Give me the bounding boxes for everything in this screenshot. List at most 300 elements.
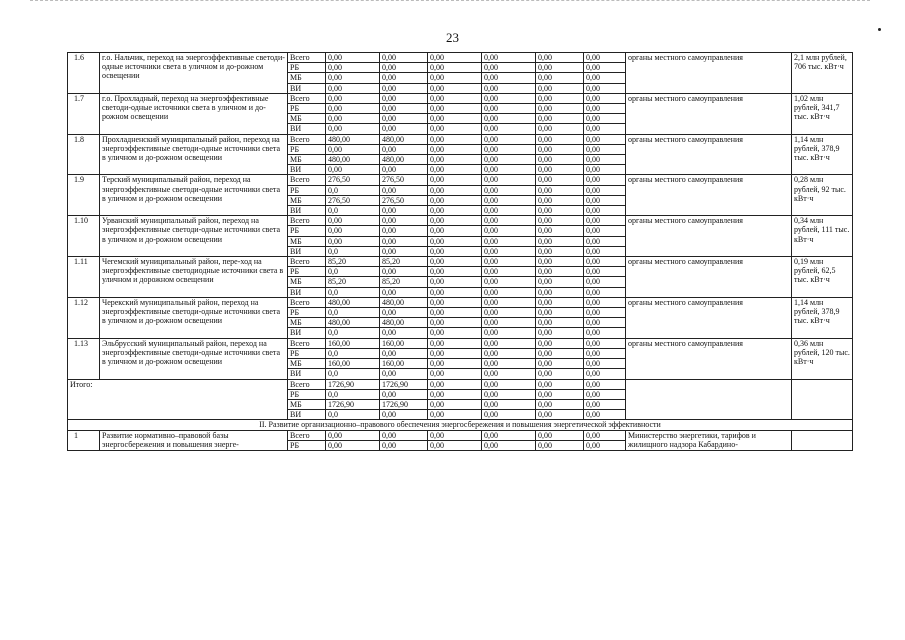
amount-cell: 0,00: [326, 63, 380, 73]
amount-cell: 0,00: [380, 287, 428, 297]
amount-cell: 0,00: [536, 53, 584, 63]
amount-cell: 0,00: [380, 93, 428, 103]
amount-cell: 0,00: [536, 399, 584, 409]
amount-cell: 0,00: [536, 134, 584, 144]
amount-cell: 480,00: [326, 134, 380, 144]
amount-cell: 0,00: [380, 430, 428, 440]
amount-cell: 0,00: [584, 297, 626, 307]
amount-cell: 0,00: [482, 287, 536, 297]
funding-source: Всего: [288, 379, 326, 389]
funding-source: МБ: [288, 399, 326, 409]
funding-source: Всего: [288, 338, 326, 348]
executor: органы местного самоуправления: [626, 297, 792, 338]
funding-source: ВИ: [288, 328, 326, 338]
amount-cell: 1726,90: [380, 379, 428, 389]
amount-cell: 0,00: [428, 318, 482, 328]
amount-cell: 0,00: [536, 297, 584, 307]
amount-cell: 0,00: [536, 369, 584, 379]
amount-cell: 0,00: [380, 410, 428, 420]
amount-cell: 0,00: [584, 359, 626, 369]
scan-artifact: [30, 0, 870, 4]
table-row: [68, 134, 853, 144]
amount-cell: 160,00: [326, 338, 380, 348]
amount-cell: 0,00: [326, 124, 380, 134]
amount-cell: 0,00: [326, 83, 380, 93]
amount-cell: 0,00: [584, 53, 626, 63]
amount-cell: 0,00: [482, 297, 536, 307]
row-number: 1.8: [68, 134, 100, 175]
amount-cell: 0,00: [536, 144, 584, 154]
executor: органы местного самоуправления: [626, 257, 792, 298]
amount-cell: 0,0: [326, 246, 380, 256]
amount-cell: 0,0: [326, 389, 380, 399]
amount-cell: 0,00: [428, 348, 482, 358]
funding-source: Всего: [288, 430, 326, 440]
amount-cell: 0,00: [536, 216, 584, 226]
amount-cell: 0,00: [428, 155, 482, 165]
amount-cell: 85,20: [326, 277, 380, 287]
amount-cell: 0,00: [380, 226, 428, 236]
amount-cell: 0,0: [326, 267, 380, 277]
amount-cell: 0,00: [326, 73, 380, 83]
amount-cell: 0,00: [536, 328, 584, 338]
total-label: Итого:: [68, 379, 288, 420]
amount-cell: 0,00: [584, 185, 626, 195]
amount-cell: 0,00: [584, 236, 626, 246]
amount-cell: 0,0: [326, 348, 380, 358]
measure-name: г.о. Прохладный, переход на энергоэффективные светоди-одные источники света в уличном и до-рожном освещении: [100, 93, 288, 134]
amount-cell: 0,00: [536, 348, 584, 358]
amount-cell: 0,00: [326, 216, 380, 226]
amount-cell: 0,00: [482, 359, 536, 369]
funding-source: ВИ: [288, 246, 326, 256]
amount-cell: 0,00: [428, 93, 482, 103]
amount-cell: 0,00: [584, 195, 626, 205]
amount-cell: 0,00: [584, 63, 626, 73]
expected-result: 0,36 млн рублей, 120 тыс. кВт·ч: [792, 338, 853, 379]
amount-cell: 0,00: [482, 389, 536, 399]
amount-cell: 0,00: [482, 104, 536, 114]
amount-cell: 0,00: [482, 410, 536, 420]
page-number: 23: [446, 30, 459, 45]
executor: [626, 379, 792, 420]
amount-cell: 0,00: [326, 226, 380, 236]
amount-cell: 0,00: [482, 185, 536, 195]
amount-cell: 0,00: [584, 267, 626, 277]
row-number: 1.11: [68, 257, 100, 298]
funding-source: Всего: [288, 134, 326, 144]
amount-cell: 0,0: [326, 287, 380, 297]
funding-source: ВИ: [288, 369, 326, 379]
amount-cell: 0,00: [428, 165, 482, 175]
funding-source: МБ: [288, 155, 326, 165]
amount-cell: 0,00: [482, 348, 536, 358]
amount-cell: 0,00: [584, 287, 626, 297]
amount-cell: 0,00: [428, 297, 482, 307]
amount-cell: 0,00: [584, 379, 626, 389]
amount-cell: 160,00: [326, 359, 380, 369]
amount-cell: 0,00: [428, 83, 482, 93]
amount-cell: 0,00: [536, 430, 584, 440]
amount-cell: 0,00: [584, 338, 626, 348]
expected-result: 0,28 млн рублей, 92 тыс. кВт·ч: [792, 175, 853, 216]
amount-cell: 0,00: [584, 206, 626, 216]
amount-cell: 0,00: [380, 144, 428, 154]
amount-cell: 0,0: [326, 328, 380, 338]
row-number: 1.10: [68, 216, 100, 257]
amount-cell: 0,00: [482, 246, 536, 256]
amount-cell: 0,0: [326, 410, 380, 420]
amount-cell: 0,00: [482, 267, 536, 277]
amount-cell: 85,20: [380, 257, 428, 267]
amount-cell: 0,00: [536, 389, 584, 399]
amount-cell: 0,00: [584, 73, 626, 83]
amount-cell: 0,00: [536, 114, 584, 124]
amount-cell: 0,00: [482, 155, 536, 165]
amount-cell: 0,00: [584, 124, 626, 134]
amount-cell: 276,50: [380, 195, 428, 205]
expected-result: [792, 379, 853, 420]
table-row: [68, 93, 853, 103]
amount-cell: 0,00: [536, 73, 584, 83]
amount-cell: 0,00: [428, 287, 482, 297]
amount-cell: 0,00: [584, 348, 626, 358]
amount-cell: 0,00: [584, 308, 626, 318]
funding-source: МБ: [288, 359, 326, 369]
section-title: II. Развитие организационно–правового обеспечения энергосбережения и повышения энергетической эффективности: [68, 420, 853, 430]
executor: органы местного самоуправления: [626, 134, 792, 175]
amount-cell: 0,00: [536, 155, 584, 165]
amount-cell: 0,00: [536, 379, 584, 389]
measure-name: г.о. Нальчик, переход на энергоэффективные светоди-одные источники света в уличном и до-рожном освещении: [100, 53, 288, 94]
amount-cell: 0,00: [482, 195, 536, 205]
table-row: [68, 216, 853, 226]
amount-cell: 0,00: [380, 246, 428, 256]
amount-cell: 0,00: [482, 93, 536, 103]
amount-cell: 0,00: [326, 440, 380, 450]
amount-cell: 0,00: [584, 440, 626, 450]
amount-cell: 0,00: [482, 277, 536, 287]
amount-cell: 0,00: [536, 63, 584, 73]
amount-cell: 0,0: [326, 185, 380, 195]
amount-cell: 480,00: [380, 297, 428, 307]
amount-cell: 0,00: [428, 226, 482, 236]
amount-cell: 0,00: [536, 165, 584, 175]
funding-source: МБ: [288, 73, 326, 83]
funding-source: РБ: [288, 440, 326, 450]
amount-cell: 0,00: [536, 246, 584, 256]
funding-source: Всего: [288, 53, 326, 63]
amount-cell: 0,00: [428, 328, 482, 338]
amount-cell: 0,00: [326, 165, 380, 175]
table-row: [68, 53, 853, 63]
funding-source: МБ: [288, 318, 326, 328]
expected-result: 1,14 млн рублей, 378,9 тыс. кВт·ч: [792, 134, 853, 175]
funding-source: РБ: [288, 63, 326, 73]
amount-cell: 0,00: [584, 83, 626, 93]
row-number: 1.7: [68, 93, 100, 134]
amount-cell: 0,00: [428, 63, 482, 73]
funding-source: ВИ: [288, 410, 326, 420]
program-table: [67, 52, 853, 451]
amount-cell: 0,00: [380, 216, 428, 226]
amount-cell: 0,00: [584, 399, 626, 409]
amount-cell: 0,00: [380, 53, 428, 63]
amount-cell: 480,00: [326, 318, 380, 328]
table-row: [68, 430, 853, 440]
amount-cell: 85,20: [326, 257, 380, 267]
amount-cell: 0,00: [482, 369, 536, 379]
executor: органы местного самоуправления: [626, 216, 792, 257]
amount-cell: 0,0: [326, 206, 380, 216]
amount-cell: 0,00: [380, 369, 428, 379]
expected-result: [792, 430, 853, 450]
expected-result: 0,34 млн рублей, 111 тыс. кВт·ч: [792, 216, 853, 257]
funding-source: РБ: [288, 185, 326, 195]
measure-name: Чегемский муниципальный район, пере-ход на энергоэффективные светодиодные источники света в уличном и дорожном освещении: [100, 257, 288, 298]
amount-cell: 0,00: [428, 440, 482, 450]
amount-cell: 0,00: [380, 206, 428, 216]
amount-cell: 0,00: [428, 246, 482, 256]
amount-cell: 0,00: [584, 216, 626, 226]
funding-source: РБ: [288, 226, 326, 236]
amount-cell: 0,00: [380, 83, 428, 93]
expected-result: 2,1 млн рублей, 706 тыс. кВт·ч: [792, 53, 853, 94]
measure-name: Терский муниципальный район, переход на энергоэффективные светоди-одные источники света в уличном и до-рожном освещении: [100, 175, 288, 216]
amount-cell: 0,00: [482, 165, 536, 175]
amount-cell: 0,00: [428, 430, 482, 440]
table-row: [68, 379, 853, 389]
amount-cell: 0,00: [326, 430, 380, 440]
measure-name: Эльбрусский муниципальный район, переход на энергоэффективные светоди-одные источники света в уличном и до-рожном освещении: [100, 338, 288, 379]
amount-cell: 0,00: [428, 236, 482, 246]
amount-cell: 0,00: [482, 236, 536, 246]
funding-source: ВИ: [288, 206, 326, 216]
amount-cell: 0,00: [536, 93, 584, 103]
amount-cell: 0,00: [380, 308, 428, 318]
funding-source: Всего: [288, 93, 326, 103]
amount-cell: 0,00: [482, 175, 536, 185]
amount-cell: 276,50: [380, 175, 428, 185]
amount-cell: 0,00: [380, 328, 428, 338]
amount-cell: 0,00: [584, 165, 626, 175]
amount-cell: 0,00: [428, 73, 482, 83]
amount-cell: 0,00: [536, 440, 584, 450]
executor: органы местного самоуправления: [626, 338, 792, 379]
amount-cell: 0,00: [482, 257, 536, 267]
amount-cell: 0,00: [380, 185, 428, 195]
executor: органы местного самоуправления: [626, 93, 792, 134]
amount-cell: 0,00: [536, 359, 584, 369]
funding-source: МБ: [288, 114, 326, 124]
amount-cell: 1726,90: [380, 399, 428, 409]
amount-cell: 0,00: [428, 216, 482, 226]
amount-cell: 0,00: [584, 134, 626, 144]
amount-cell: 0,00: [428, 379, 482, 389]
amount-cell: 0,00: [536, 277, 584, 287]
amount-cell: 0,00: [380, 114, 428, 124]
funding-source: Всего: [288, 216, 326, 226]
amount-cell: 0,00: [584, 246, 626, 256]
amount-cell: 0,0: [326, 369, 380, 379]
amount-cell: 0,00: [326, 53, 380, 63]
amount-cell: 0,00: [536, 308, 584, 318]
table-row: [68, 338, 853, 348]
amount-cell: 0,00: [584, 318, 626, 328]
amount-cell: 0,00: [380, 104, 428, 114]
amount-cell: 0,00: [428, 206, 482, 216]
amount-cell: 0,00: [428, 389, 482, 399]
amount-cell: 0,00: [428, 369, 482, 379]
amount-cell: 0,00: [380, 73, 428, 83]
amount-cell: 0,00: [428, 277, 482, 287]
amount-cell: 0,00: [584, 328, 626, 338]
amount-cell: 0,00: [584, 277, 626, 287]
measure-name: Прохладненский муниципальный район, переход на энергоэффективные светоди-одные источники света в уличном и до-рожном освещении: [100, 134, 288, 175]
amount-cell: 0,00: [326, 144, 380, 154]
amount-cell: 160,00: [380, 359, 428, 369]
amount-cell: 0,00: [536, 206, 584, 216]
amount-cell: 0,00: [428, 308, 482, 318]
amount-cell: 0,00: [584, 144, 626, 154]
section-row: [68, 420, 853, 430]
amount-cell: 0,00: [584, 175, 626, 185]
amount-cell: 0,00: [584, 369, 626, 379]
amount-cell: 0,00: [536, 104, 584, 114]
amount-cell: 480,00: [326, 297, 380, 307]
amount-cell: 0,00: [326, 114, 380, 124]
funding-source: МБ: [288, 277, 326, 287]
row-number: 1.12: [68, 297, 100, 338]
measure-name: Урванский муниципальный район, переход на энергоэффективные светоди-одные источники света в уличном и до-рожном освещении: [100, 216, 288, 257]
amount-cell: 0,00: [584, 104, 626, 114]
amount-cell: 0,00: [536, 267, 584, 277]
amount-cell: 0,00: [482, 430, 536, 440]
expected-result: 0,19 млн рублей, 62,5 тыс. кВт·ч: [792, 257, 853, 298]
amount-cell: 0,00: [380, 236, 428, 246]
table-row: [68, 175, 853, 185]
funding-source: РБ: [288, 308, 326, 318]
amount-cell: 1726,90: [326, 379, 380, 389]
amount-cell: 0,00: [482, 308, 536, 318]
funding-source: Всего: [288, 297, 326, 307]
amount-cell: 0,00: [482, 318, 536, 328]
amount-cell: 276,50: [326, 195, 380, 205]
amount-cell: 0,00: [380, 63, 428, 73]
amount-cell: 0,00: [428, 175, 482, 185]
executor: органы местного самоуправления: [626, 53, 792, 94]
amount-cell: 0,00: [482, 338, 536, 348]
amount-cell: 85,20: [380, 277, 428, 287]
amount-cell: 0,00: [428, 257, 482, 267]
funding-source: РБ: [288, 267, 326, 277]
amount-cell: 1726,90: [326, 399, 380, 409]
amount-cell: 0,00: [482, 328, 536, 338]
amount-cell: 480,00: [380, 318, 428, 328]
amount-cell: 0,00: [584, 430, 626, 440]
amount-cell: 0,00: [536, 226, 584, 236]
amount-cell: 0,00: [482, 53, 536, 63]
amount-cell: 0,00: [536, 338, 584, 348]
row-number: 1.9: [68, 175, 100, 216]
amount-cell: 0,00: [326, 236, 380, 246]
amount-cell: 0,00: [428, 410, 482, 420]
amount-cell: 0,00: [584, 410, 626, 420]
amount-cell: 0,00: [482, 114, 536, 124]
amount-cell: 0,00: [380, 165, 428, 175]
amount-cell: 480,00: [326, 155, 380, 165]
amount-cell: 0,00: [428, 114, 482, 124]
amount-cell: 0,00: [482, 124, 536, 134]
executor: органы местного самоуправления: [626, 175, 792, 216]
amount-cell: 0,00: [428, 124, 482, 134]
amount-cell: 160,00: [380, 338, 428, 348]
amount-cell: 0,00: [380, 267, 428, 277]
amount-cell: 0,00: [536, 124, 584, 134]
funding-source: РБ: [288, 348, 326, 358]
amount-cell: 0,00: [482, 63, 536, 73]
amount-cell: 0,00: [482, 73, 536, 83]
amount-cell: 0,00: [380, 440, 428, 450]
expected-result: 1,02 млн рублей, 341,7 тыс. кВт·ч: [792, 93, 853, 134]
row-number: 1.13: [68, 338, 100, 379]
table-row: [68, 297, 853, 307]
funding-source: Всего: [288, 257, 326, 267]
amount-cell: 480,00: [380, 134, 428, 144]
amount-cell: 0,00: [584, 93, 626, 103]
amount-cell: 0,00: [482, 399, 536, 409]
amount-cell: 0,00: [326, 93, 380, 103]
amount-cell: 0,00: [584, 155, 626, 165]
amount-cell: 0,00: [482, 144, 536, 154]
amount-cell: 0,00: [482, 379, 536, 389]
funding-source: РБ: [288, 389, 326, 399]
funding-source: МБ: [288, 195, 326, 205]
amount-cell: 0,00: [428, 359, 482, 369]
row-number: 1: [68, 430, 100, 450]
amount-cell: 0,00: [536, 287, 584, 297]
amount-cell: 0,00: [536, 410, 584, 420]
amount-cell: 0,00: [428, 399, 482, 409]
amount-cell: 0,00: [428, 338, 482, 348]
amount-cell: 0,00: [584, 114, 626, 124]
amount-cell: 0,00: [536, 175, 584, 185]
executor: Министерство энергетики, тарифов и жилищного надзора Кабардино-: [626, 430, 792, 450]
amount-cell: 0,00: [482, 206, 536, 216]
amount-cell: 0,00: [536, 83, 584, 93]
funding-source: ВИ: [288, 124, 326, 134]
funding-source: ВИ: [288, 287, 326, 297]
amount-cell: 0,00: [482, 440, 536, 450]
amount-cell: 0,00: [380, 348, 428, 358]
amount-cell: 276,50: [326, 175, 380, 185]
amount-cell: 0,00: [482, 226, 536, 236]
amount-cell: 0,00: [482, 134, 536, 144]
funding-source: МБ: [288, 236, 326, 246]
expected-result: 1,14 млн рублей, 378,9 тыс. кВт·ч: [792, 297, 853, 338]
amount-cell: 0,0: [326, 308, 380, 318]
amount-cell: 0,00: [428, 104, 482, 114]
measure-name: Развитие нормативно–правовой базы энергосбережения и повышения энерге-: [100, 430, 288, 450]
amount-cell: 0,00: [536, 236, 584, 246]
amount-cell: 0,00: [428, 53, 482, 63]
funding-source: РБ: [288, 144, 326, 154]
amount-cell: 0,00: [428, 185, 482, 195]
amount-cell: 0,00: [380, 389, 428, 399]
funding-source: РБ: [288, 104, 326, 114]
amount-cell: 0,00: [428, 195, 482, 205]
amount-cell: 480,00: [380, 155, 428, 165]
